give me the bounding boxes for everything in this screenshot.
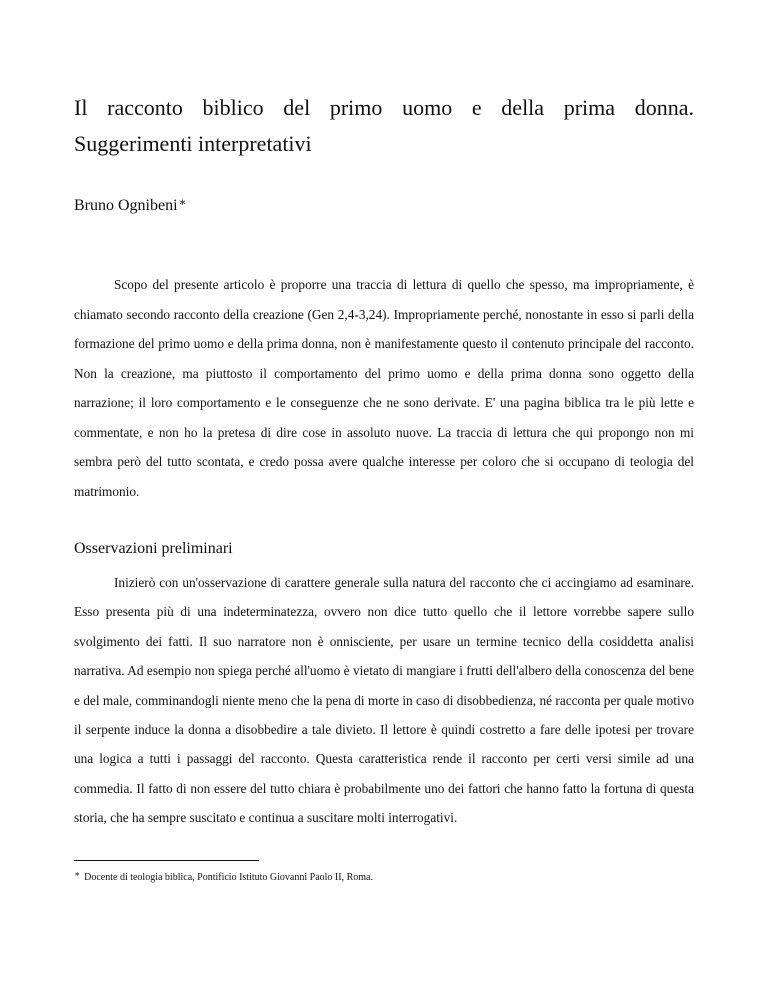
title-line-1: Il racconto biblico del primo uomo e della prima donna.	[74, 95, 694, 120]
footnote	[74, 870, 373, 885]
article-title	[74, 90, 694, 162]
author-footnote-mark: ∗	[178, 195, 187, 209]
section-paragraph: Inizierò con un'osservazione di carattere generale sulla natura del racconto che ci accingiamo ad esaminare. Esso presenta più di una indeterminatezza, ovvero non dice tutto quello che il lettore vorrebbe sapere sullo svolgimento dei fatti. Il suo narratore non è onnisciente, per usare un termine tecnico della cosiddetta analisi narrativa. Ad esempio non spiega perché all'uomo è vietato di mangiare i frutti dell'albero della conoscenza del bene e del male, comminandogli niente meno che la pena di morte in caso di disobbedienza, né racconta per quale motivo il serpente induce la donna a disobbedire a tale divieto. Il lettore è quindi costretto a fare delle ipotesi per trovare una logica a tutti i passaggi del racconto. Questa caratteristica rende il racconto per certi versi simile ad una commedia. Il fatto di non essere del tutto chiara è probabilmente uno dei fattori che hanno fatto la fortuna di questa storia, che ha sempre suscitato e continua a suscitare molti interrogativi.	[74, 575, 694, 826]
author-name-text: Bruno Ognibeni	[74, 197, 178, 214]
author-name	[74, 194, 187, 218]
footnote-mark: ∗	[74, 869, 81, 879]
abstract-paragraph: Scopo del presente articolo è proporre una traccia di lettura di quello che spesso, ma impropriamente, è chiamato secondo racconto della creazione (Gen 2,4-3,24). Impropriamente perché, nonostante in esso si parli della formazione del primo uomo e della prima donna, non è manifestamente questo il contenuto principale del racconto. Non la creazione, ma piuttosto il comportamento del primo uomo e della prima donna sono oggetto della narrazione; il loro comportamento e le conseguenze che ne sono derivate. E' una pagina biblica tra le più lette e commentate, e non ho la pretesa di dire cose in assoluto nuove. La traccia di lettura che qui propongo non mi sembra però del tutto scontata, e credo possa avere qualche interesse per coloro che si occupano di teologia del matrimonio.	[74, 277, 694, 499]
footnote-text: Docente di teologia biblica, Pontificio Istituto Giovanni Paolo II, Roma.	[84, 872, 373, 883]
footnote-divider	[74, 860, 259, 861]
title-line-2: Suggerimenti interpretativi	[74, 131, 312, 156]
section-heading: Osservazioni preliminari	[74, 540, 233, 557]
